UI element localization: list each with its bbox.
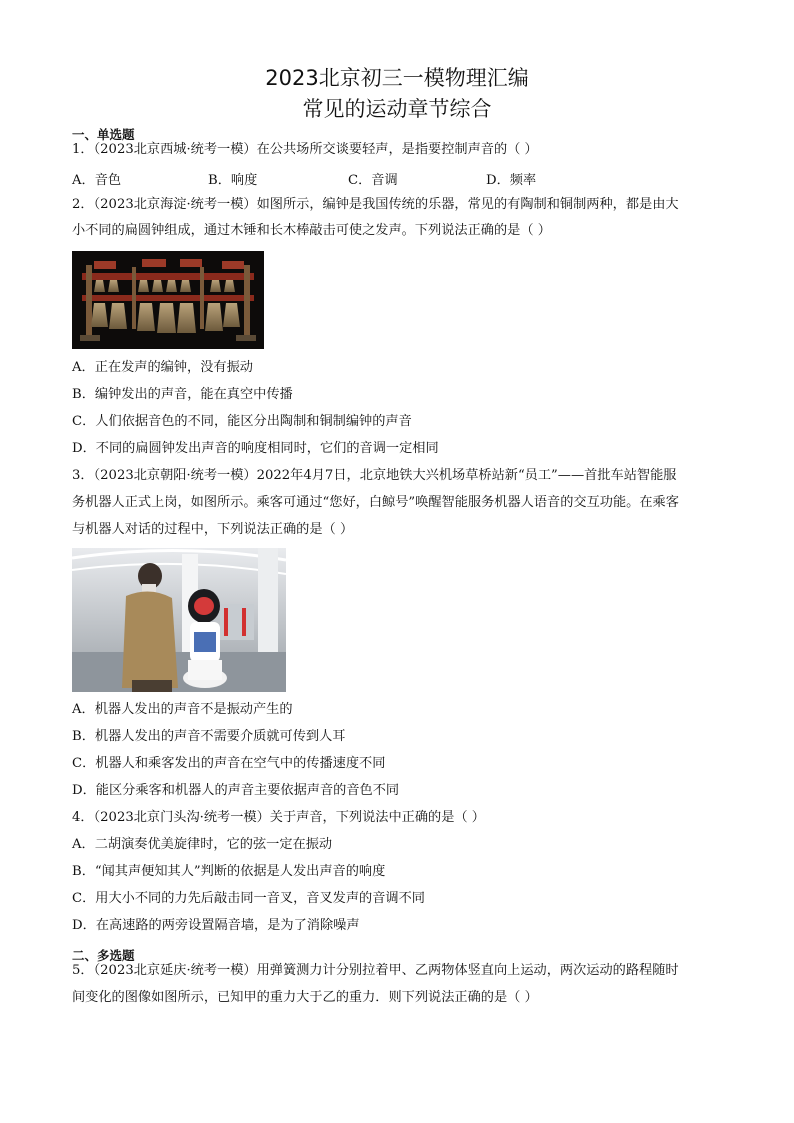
question-1-option-b: B．响度	[208, 173, 258, 188]
question-3-stem-line-3: 与机器人对话的过程中，下列说法正确的是（ ）	[72, 522, 354, 537]
page-subtitle: 常见的运动章节综合	[302, 97, 492, 121]
page-title: 2023北京初三一模物理汇编	[265, 66, 529, 90]
question-4-option-b: B．“闻其声便知其人”判断的依据是人发出声音的响度	[72, 864, 386, 879]
question-4-option-a: A．二胡演奏优美旋律时，它的弦一定在振动	[72, 837, 333, 852]
question-3-option-d: D．能区分乘客和机器人的声音主要依据声音的音色不同	[72, 783, 400, 798]
question-2-stem-line-1: 2．（2023北京海淀·统考一模）如图所示，编钟是我国传统的乐器，常见的有陶制和铜制两种，都是由大	[72, 197, 679, 212]
question-4-stem: 4．（2023北京门头沟·统考一模）关于声音，下列说法中正确的是（ ）	[72, 810, 485, 825]
question-2-option-d: D．不同的扁圆钟发出声音的响度相同时，它们的音调一定相同	[72, 441, 439, 456]
question-3-option-b: B．机器人发出的声音不需要介质就可传到人耳	[72, 729, 346, 744]
question-3-stem-line-1: 3．（2023北京朝阳·统考一模）2022年4月7日，北京地铁大兴机场草桥站新“员工”——首批车站智能服	[72, 468, 677, 483]
question-5-stem-line-1: 5．（2023北京延庆·统考一模）用弹簧测力计分别拉着甲、乙两物体竖直向上运动，两次运动的路程随时	[72, 963, 679, 978]
question-5-stem-line-2: 间变化的图像如图所示，已知甲的重力大于乙的重力．则下列说法正确的是（ ）	[72, 990, 538, 1005]
question-1-stem: 1．（2023北京西城·统考一模）在公共场所交谈要轻声，是指要控制声音的（ ）	[72, 142, 538, 157]
question-2-option-a: A．正在发声的编钟，没有振动	[72, 360, 253, 375]
question-2-option-b: B．编钟发出的声音，能在真空中传播	[72, 387, 293, 402]
question-3-option-c: C．机器人和乘客发出的声音在空气中的传播速度不同	[72, 756, 386, 771]
question-4-option-c: C．用大小不同的力先后敲击同一音叉，音叉发声的音调不同	[72, 891, 425, 906]
section-heading-single-choice: 一、单选题	[72, 127, 135, 142]
subway-service-robot-photo	[72, 548, 286, 692]
question-3-stem-line-2: 务机器人正式上岗，如图所示。乘客可通过“您好，白鲸号”唤醒智能服务机器人语音的交互功能。在乘客	[72, 495, 679, 510]
bianzhong-chime-bells-photo	[72, 251, 264, 349]
question-1-option-d: D．频率	[486, 173, 537, 188]
section-heading-multiple-choice: 二、多选题	[72, 948, 135, 963]
question-3-option-a: A．机器人发出的声音不是振动产生的	[72, 702, 293, 717]
question-1-option-c: C．音调	[348, 173, 398, 188]
question-2-option-c: C．人们依据音色的不同，能区分出陶制和铜制编钟的声音	[72, 414, 412, 429]
question-1-option-a: A．音色	[72, 173, 122, 188]
question-2-stem-line-2: 小不同的扁圆钟组成，通过木锤和长木棒敲击可使之发声。下列说法正确的是（ ）	[72, 223, 551, 238]
question-4-option-d: D．在高速路的两旁设置隔音墙，是为了消除噪声	[72, 918, 360, 933]
